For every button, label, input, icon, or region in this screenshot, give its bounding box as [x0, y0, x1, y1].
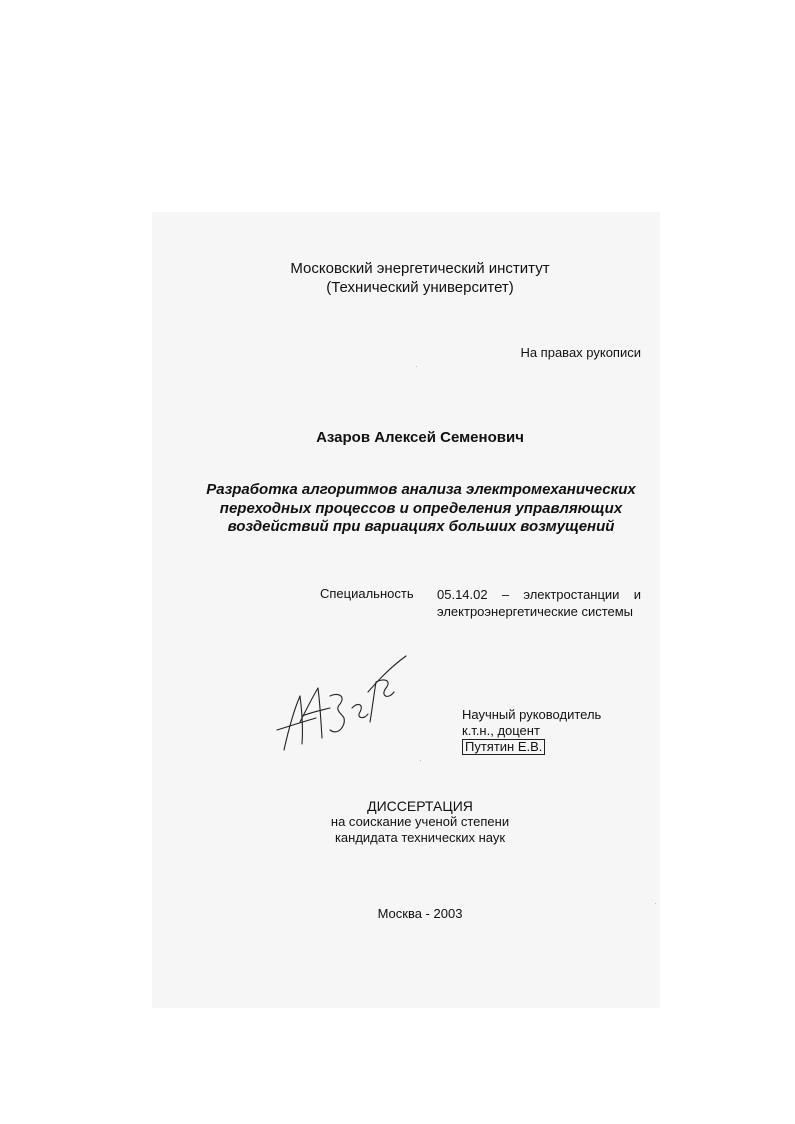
speciality-dash: –	[501, 587, 510, 602]
scan-speck	[420, 760, 421, 761]
dissertation-line-2: кандидата технических наук	[334, 830, 506, 845]
institute-name: Московский энергетический институт	[290, 260, 550, 277]
institute-block	[250, 259, 590, 297]
speciality-line-1	[437, 586, 641, 603]
supervisor-name: Путятин Е.В.	[462, 739, 545, 755]
handwritten-signature	[272, 652, 417, 762]
scan-speck	[416, 366, 417, 367]
dissertation-title	[175, 481, 667, 537]
speciality-label: Специальность	[320, 586, 414, 601]
speciality-name-part1: электростанции	[523, 587, 620, 602]
speciality-name-part2: электроэнергетические системы	[437, 604, 634, 619]
supervisor-degree: к.т.н., доцент	[462, 723, 540, 738]
title-line-1: Разработка алгоритмов анализа электромеханических	[206, 481, 636, 498]
speciality-conjunction: и	[633, 587, 641, 602]
dissertation-line-1: на соискание ученой степени	[330, 814, 510, 829]
speciality-code: 05.14.02	[437, 587, 488, 602]
title-line-2: переходных процессов и определения управляющих	[219, 499, 623, 517]
author-name: Азаров Алексей Семенович	[316, 429, 524, 446]
supervisor-label: Научный руководитель	[462, 707, 602, 722]
speciality-value	[437, 586, 641, 620]
dissertation-heading: ДИССЕРТАЦИЯ	[367, 798, 473, 814]
supervisor-block	[462, 707, 601, 755]
manuscript-rights-note: На правах рукописи	[520, 345, 641, 360]
dissertation-block	[290, 798, 550, 846]
scan-speck	[655, 903, 656, 904]
institute-subtitle: (Технический университет)	[326, 279, 514, 296]
title-line-3: воздействий при вариациях больших возмущений	[227, 518, 615, 535]
city-year: Москва - 2003	[377, 906, 463, 921]
